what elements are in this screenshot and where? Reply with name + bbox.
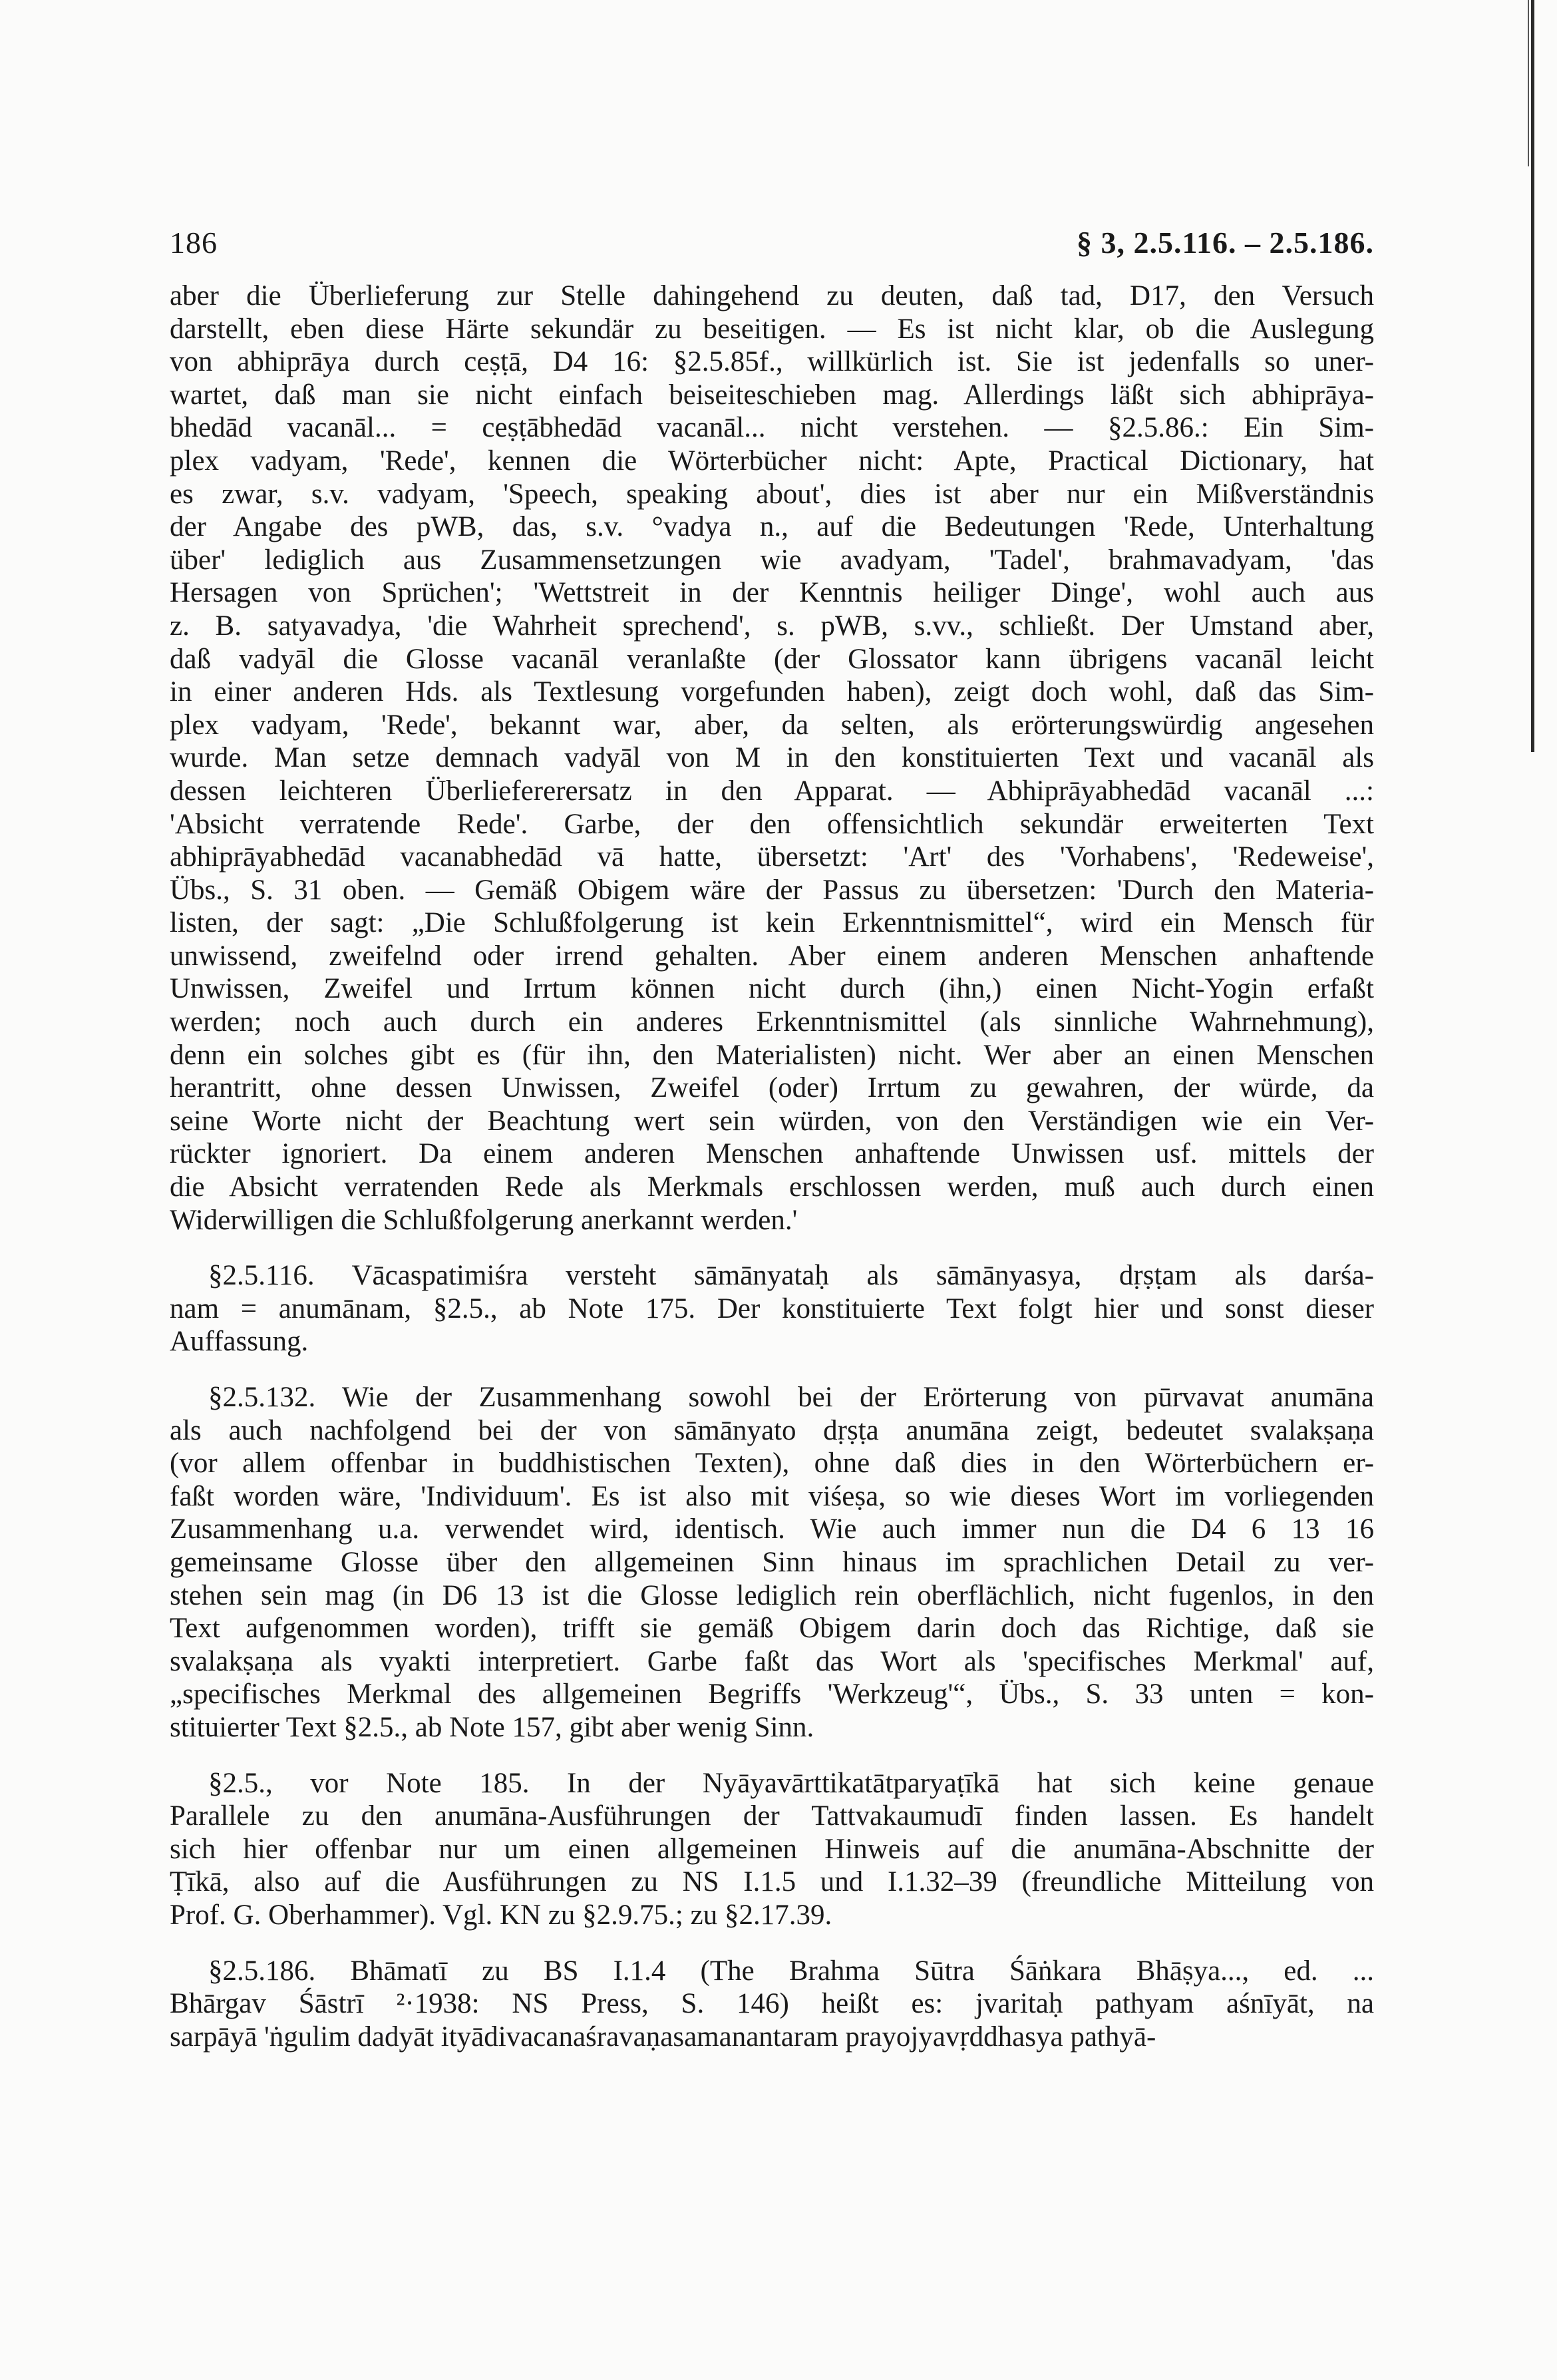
page-edge-rule-secondary xyxy=(1528,0,1529,166)
text-line: bhedād vacanāl... = ceṣṭābhedād vacanāl... nicht verstehen. — §2.5.86.: Ein Sim- xyxy=(170,412,1374,444)
paragraph-2-5-132 xyxy=(170,1381,1374,1744)
text-line: 'Absicht verratende Rede'. Garbe, der den offensichtlich sekundär erweiterten Text xyxy=(170,808,1374,840)
text-line: Bhārgav Śāstrī ²·1938: NS Press, S. 146) heißt es: jvaritaḥ pathyam aśnīyāt, na xyxy=(170,1988,1374,2020)
text-line: (vor allem offenbar in buddhistischen Texten), ohne daß dies in den Wörterbüchern er- xyxy=(170,1448,1374,1480)
text-line: Unwissen, Zweifel und Irrtum können nicht durch (ihn,) einen Nicht-Yogin erfaßt xyxy=(170,973,1374,1005)
text-line: in einer anderen Hds. als Textlesung vorgefunden haben), zeigt doch wohl, daß das Sim- xyxy=(170,676,1374,708)
text-line: sich hier offenbar nur um einen allgemeinen Hinweis auf die anumāna-Abschnitte der xyxy=(170,1833,1374,1865)
text-line: von abhiprāya durch ceṣṭā, D4 16: §2.5.85f., willkürlich ist. Sie ist jedenfalls so uner- xyxy=(170,346,1374,378)
text-line: Ṭīkā, also auf die Ausführungen zu NS I.1.5 und I.1.32–39 (freundliche Mitteilung von xyxy=(170,1866,1374,1898)
text-line: wurde. Man setze demnach vadyāl von M in den konstituierten Text und vacanāl als xyxy=(170,742,1374,774)
page-number: 186 xyxy=(170,226,218,260)
text-line: „specifisches Merkmal des allgemeinen Begriffs 'Werkzeug'“, Übs., S. 33 unten = kon- xyxy=(170,1679,1374,1710)
text-line: die Absicht verratenden Rede als Merkmals erschlossen werden, muß auch durch einen xyxy=(170,1171,1374,1203)
text-line: unwissend, zweifelnd oder irrend gehalten. Aber einem anderen Menschen anhaftende xyxy=(170,940,1374,972)
paragraph-2-5-186 xyxy=(170,1955,1374,2054)
text-line: seine Worte nicht der Beachtung wert sein würden, von den Verständigen wie ein Ver- xyxy=(170,1105,1374,1137)
text-line: der Angabe des pWB, das, s.v. °vadya n., auf die Bedeutungen 'Rede, Unterhaltung xyxy=(170,511,1374,543)
text-line: Text aufgenommen worden), trifft sie gemäß Obigem darin doch das Richtige, daß sie xyxy=(170,1613,1374,1645)
text-line: darstellt, eben diese Härte sekundär zu beseitigen. — Es ist nicht klar, ob die Auslegung xyxy=(170,313,1374,345)
page-edge-rule xyxy=(1531,0,1534,752)
paragraph-2-5-116 xyxy=(170,1259,1374,1358)
text-line: §2.5., vor Note 185. In der Nyāyavārttikatātparyaṭīkā hat sich keine genaue xyxy=(208,1767,1374,1799)
text-line: plex vadyam, 'Rede', kennen die Wörterbücher nicht: Apte, Practical Dictionary, hat xyxy=(170,445,1374,477)
text-line: Prof. G. Oberhammer). Vgl. KN zu §2.9.75.; zu §2.17.39. xyxy=(170,1899,832,1931)
text-line: z. B. satyavadya, 'die Wahrheit sprechend', s. pWB, s.vv., schließt. Der Umstand aber, xyxy=(170,610,1374,642)
text-line: Auffassung. xyxy=(170,1326,309,1358)
text-line: Hersagen von Sprüchen'; 'Wettstreit in der Kenntnis heiliger Dinge', wohl auch aus xyxy=(170,577,1374,609)
text-line: stituierter Text §2.5., ab Note 157, gibt aber wenig Sinn. xyxy=(170,1711,814,1743)
text-line: §2.5.132. Wie der Zusammenhang sowohl bei der Erörterung von pūrvavat anumāna xyxy=(208,1382,1374,1413)
text-line: stehen sein mag (in D6 13 ist die Glosse lediglich rein oberflächlich, nicht fugenlos, in den xyxy=(170,1579,1374,1611)
text-line: faßt worden wäre, 'Individuum'. Es ist also mit viśeṣa, so wie dieses Wort im vorliegenden xyxy=(170,1480,1374,1512)
text-line: plex vadyam, 'Rede', bekannt war, aber, da selten, als erörterungswürdig angesehen xyxy=(170,709,1374,741)
text-line: svalakṣaṇa als vyakti interpretiert. Garbe faßt das Wort als 'specifisches Merkmal' auf, xyxy=(170,1645,1374,1677)
text-line: rückter ignoriert. Da einem anderen Menschen anhaftende Unwissen usf. mittels der xyxy=(170,1138,1374,1170)
text-line: wartet, daß man sie nicht einfach beiseiteschieben mag. Allerdings läßt sich abhiprāya- xyxy=(170,379,1374,411)
text-line: Zusammenhang u.a. verwendet wird, identisch. Wie auch immer nun die D4 6 13 16 xyxy=(170,1513,1374,1545)
text-line: nam = anumānam, §2.5., ab Note 175. Der konstituierte Text folgt hier und sonst dieser xyxy=(170,1292,1374,1324)
text-line: es zwar, s.v. vadyam, 'Speech, speaking about', dies ist aber nur ein Mißverständnis xyxy=(170,478,1374,510)
text-line: Übs., S. 31 oben. — Gemäß Obigem wäre der Passus zu übersetzen: 'Durch den Materia- xyxy=(170,874,1374,906)
text-line: abhiprāyabhedād vacanabhedād vā hatte, übersetzt: 'Art' des 'Vorhabens', 'Redeweise', xyxy=(170,841,1374,873)
text-line: über' lediglich aus Zusammensetzungen wie avadyam, 'Tadel', brahmavadyam, 'das xyxy=(170,544,1374,576)
text-line: gemeinsame Glosse über den allgemeinen Sinn hinaus im sprachlichen Detail zu ver- xyxy=(170,1546,1374,1578)
document-page xyxy=(170,226,1374,2053)
running-header xyxy=(170,226,1374,261)
paragraph-continuation xyxy=(170,280,1374,1237)
paragraph-2-5-note185 xyxy=(170,1767,1374,1932)
text-line: §2.5.116. Vācaspatimiśra versteht sāmānyataḥ als sāmānyasya, dṛṣṭam als darśa- xyxy=(208,1260,1374,1292)
text-line: daß vadyāl die Glosse vacanāl veranlaßte (der Glossator kann übrigens vacanāl leicht xyxy=(170,643,1374,675)
text-line: listen, der sagt: „Die Schlußfolgerung ist kein Erkenntnismittel“, wird ein Mensch für xyxy=(170,907,1374,939)
text-line: aber die Überlieferung zur Stelle dahingehend zu deuten, daß tad, D17, den Versuch xyxy=(170,280,1374,311)
text-line: dessen leichteren Überliefererersatz in den Apparat. — Abhiprāyabhedād vacanāl ...: xyxy=(170,775,1374,807)
text-line: Widerwilligen die Schlußfolgerung anerkannt werden.' xyxy=(170,1204,798,1236)
text-line: Parallele zu den anumāna-Ausführungen der Tattvakaumudī finden lassen. Es handelt xyxy=(170,1800,1374,1832)
section-reference: § 3, 2.5.116. – 2.5.186. xyxy=(1077,226,1374,260)
text-line: sarpāyā 'ṅgulim dadyāt ityādivacanaśravaṇasamanantaram prayojyavṛddhasya pathyā- xyxy=(170,2021,1156,2053)
text-line: §2.5.186. Bhāmatī zu BS I.1.4 (The Brahma Sūtra Śāṅkara Bhāṣya..., ed. ... xyxy=(208,1955,1374,1987)
text-line: herantritt, ohne dessen Unwissen, Zweifel (oder) Irrtum zu gewahren, der würde, da xyxy=(170,1072,1374,1104)
text-line: als auch nachfolgend bei der von sāmānyato dṛṣṭa anumāna zeigt, bedeutet svalakṣaṇa xyxy=(170,1414,1374,1446)
text-line: denn ein solches gibt es (für ihn, den Materialisten) nicht. Wer aber an einen Menschen xyxy=(170,1039,1374,1071)
text-line: werden; noch auch durch ein anderes Erkenntnismittel (als sinnliche Wahrnehmung), xyxy=(170,1006,1374,1038)
